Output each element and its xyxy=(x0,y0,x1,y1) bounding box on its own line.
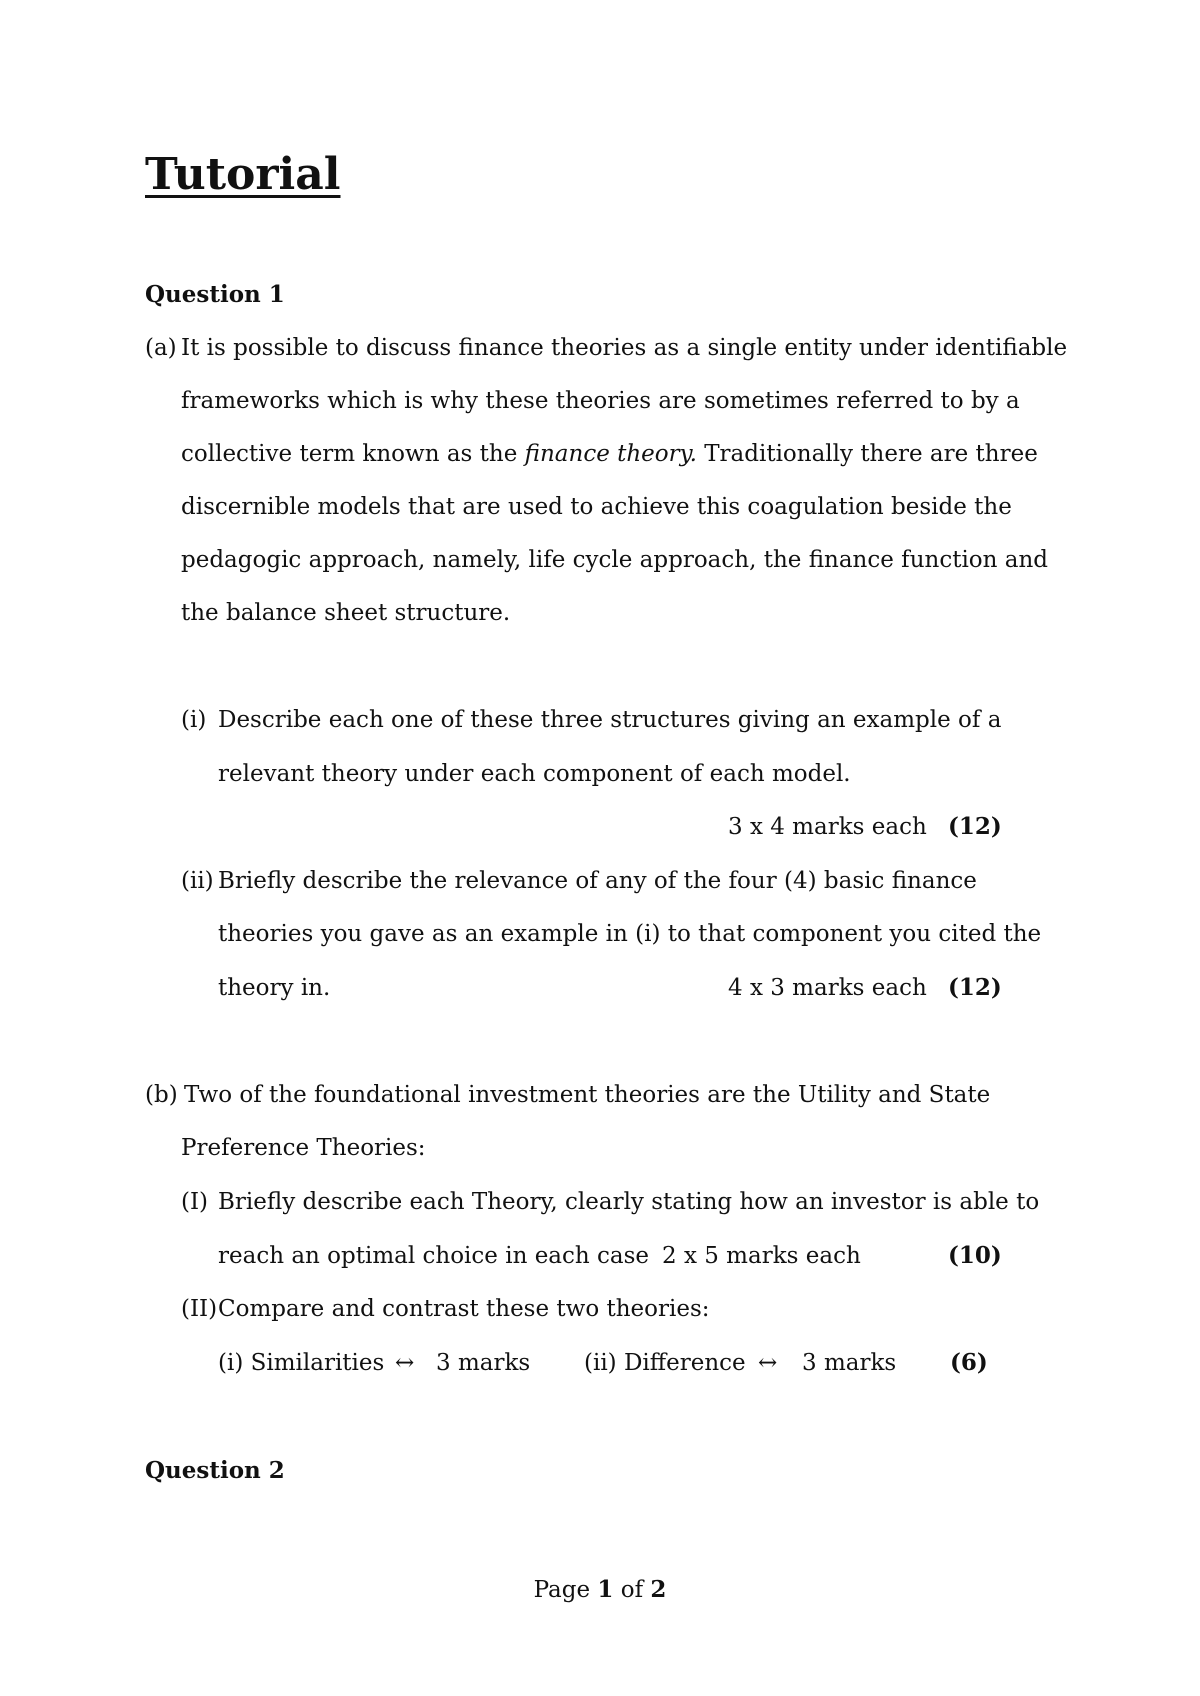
sub-ii-line-2: theories you gave as an example in (i) to that component you cited the xyxy=(218,921,1042,947)
sub-ii-line-1: Briefly describe the relevance of any of the four (4) basic finance xyxy=(218,868,977,894)
part-a-line-3-pre: collective term known as the xyxy=(181,441,518,467)
sub-II-marks-total: (6) xyxy=(950,1349,988,1376)
difference-marks: 3 marks xyxy=(802,1350,897,1376)
footer-page-total: 2 xyxy=(650,1576,667,1603)
footer-page-word: Page xyxy=(533,1577,591,1603)
sub-II-label: (II) xyxy=(181,1296,218,1322)
part-a-line-3 xyxy=(181,439,1038,469)
part-a-line-2: frameworks which is why these theories are sometimes referred to by a xyxy=(181,388,1020,414)
sub-i-line-1: Describe each one of these three structures giving an example of a xyxy=(218,707,1002,733)
part-b-line-2: Preference Theories: xyxy=(181,1135,426,1161)
sub-I-line-1: Briefly describe each Theory, clearly stating how an investor is able to xyxy=(218,1189,1040,1215)
part-a-line-1: It is possible to discuss finance theories as a single entity under identifiable xyxy=(181,335,1068,361)
part-a-label: (a) xyxy=(145,335,177,361)
part-a-line-6: the balance sheet structure. xyxy=(181,600,511,626)
sub-II-line-1: Compare and contrast these two theories: xyxy=(218,1296,710,1322)
sub-I-line-2: reach an optimal choice in each case xyxy=(218,1243,650,1269)
part-a-line-3-post: Traditionally there are three xyxy=(704,441,1038,467)
sub-i-line-2: relevant theory under each component of each model. xyxy=(218,761,851,787)
finance-theory-term: finance theory. xyxy=(524,441,697,467)
sub-I-marks-text: 2 x 5 marks each xyxy=(662,1243,861,1269)
sub-I-marks-total: (10) xyxy=(948,1242,1002,1269)
page-title: Tutorial xyxy=(145,149,341,200)
part-a-line-5: pedagogic approach, namely, life cycle approach, the finance function and xyxy=(181,547,1049,573)
sub-i-marks-text: 3 x 4 marks each xyxy=(728,814,927,840)
sub-i-marks-total: (12) xyxy=(948,813,1002,840)
part-a-line-4: discernible models that are used to achieve this coagulation beside the xyxy=(181,494,1012,520)
similarities-marks: 3 marks xyxy=(436,1350,531,1376)
question-2-heading: Question 2 xyxy=(145,1457,285,1484)
sub-I-label: (I) xyxy=(181,1189,209,1215)
sub-ii-marks-text: 4 x 3 marks each xyxy=(728,975,927,1001)
sub-i-label: (i) xyxy=(181,707,207,733)
sub-ii-line-3: theory in. xyxy=(218,975,331,1001)
similarities-label: (i) Similarities xyxy=(218,1350,385,1376)
difference-arrow-icon: ↔ xyxy=(758,1350,778,1376)
footer-of-word: of xyxy=(620,1577,644,1603)
part-b-line-1: Two of the foundational investment theories are the Utility and State xyxy=(184,1082,991,1108)
sub-ii-marks-total: (12) xyxy=(948,974,1002,1001)
footer-page-number: 1 xyxy=(597,1576,614,1603)
question-1-heading: Question 1 xyxy=(145,281,285,308)
sub-ii-label: (ii) xyxy=(181,868,214,894)
part-b-label: (b) xyxy=(145,1082,178,1108)
difference-label: (ii) Difference xyxy=(584,1350,746,1376)
page-footer xyxy=(0,1575,1200,1605)
similarities-arrow-icon: ↔ xyxy=(395,1350,415,1376)
